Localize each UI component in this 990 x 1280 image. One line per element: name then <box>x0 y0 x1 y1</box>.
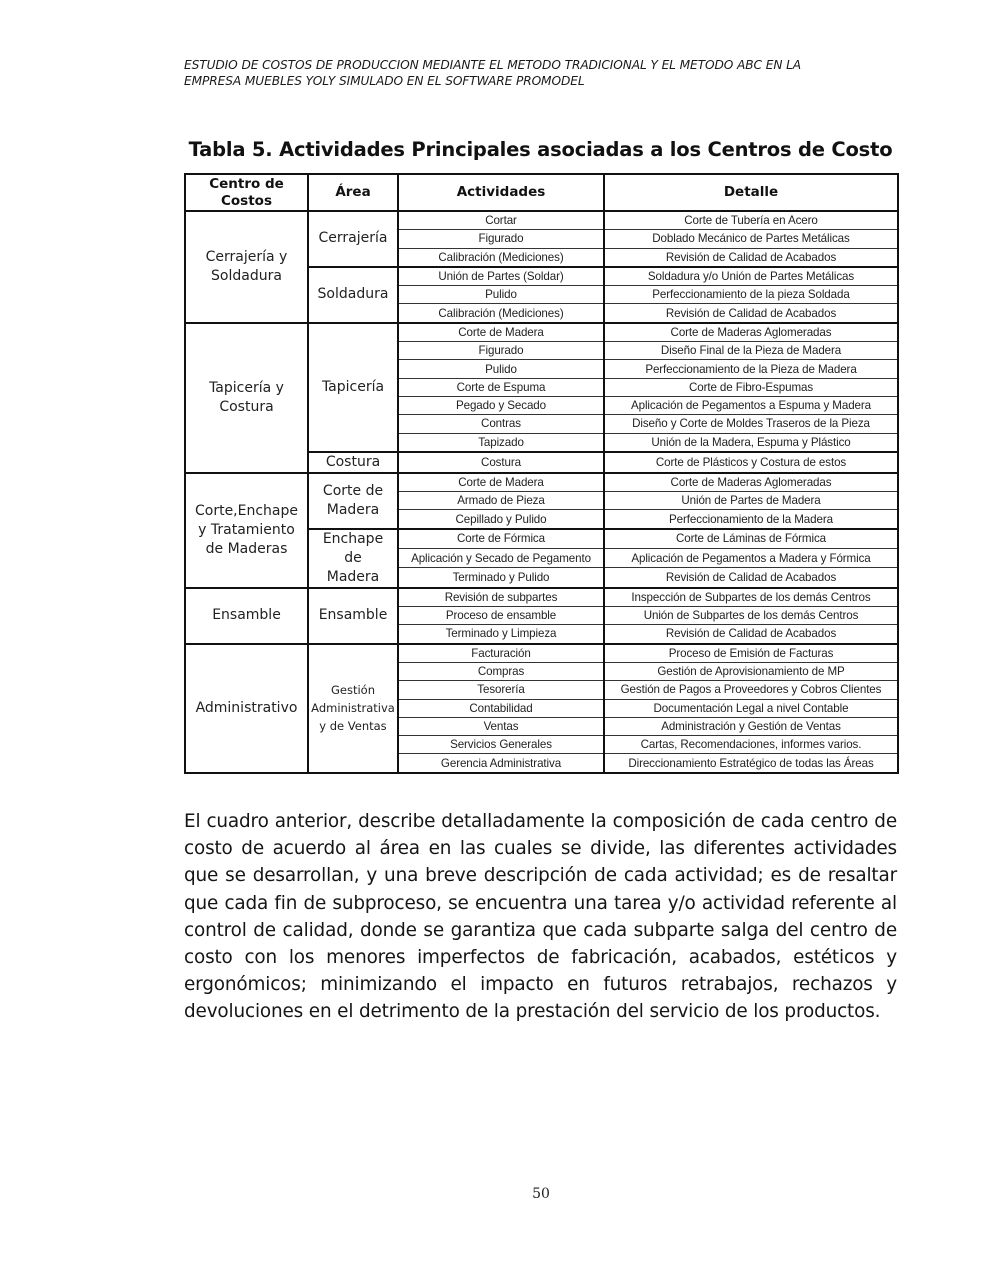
activity-cell: Cortar <box>398 211 604 230</box>
running-header-line2: EMPRESA MUEBLES YOLY SIMULADO EN EL SOFTWARE PROMODEL <box>184 74 585 88</box>
detail-cell: Corte de Láminas de Fórmica <box>604 529 898 549</box>
table-row <box>185 644 898 663</box>
area-cell: Enchape de Madera <box>308 529 398 588</box>
detail-cell: Corte de Plásticos y Costura de estos <box>604 452 898 473</box>
detail-cell: Inspección de Subpartes de los demás Centros <box>604 588 898 607</box>
detail-cell: Proceso de Emisión de Facturas <box>604 644 898 663</box>
activity-cell: Corte de Madera <box>398 323 604 342</box>
cost-centers-table <box>184 173 899 774</box>
detail-cell: Revisión de Calidad de Acabados <box>604 568 898 588</box>
detail-cell: Revisión de Calidad de Acabados <box>604 248 898 267</box>
area-cell: Gestión Administrativa y de Ventas <box>308 644 398 773</box>
activity-cell: Cepillado y Pulido <box>398 510 604 529</box>
activity-cell: Servicios Generales <box>398 736 604 754</box>
area-cell: Costura <box>308 452 398 473</box>
running-header-line1: ESTUDIO DE COSTOS DE PRODUCCION MEDIANTE EL METODO TRADICIONAL Y EL METODO ABC EN LA <box>184 58 802 72</box>
activity-cell: Contras <box>398 415 604 433</box>
column-header-actividades: Actividades <box>398 174 604 211</box>
table-row <box>185 211 898 230</box>
activity-cell: Pegado y Secado <box>398 396 604 414</box>
activity-cell: Terminado y Limpieza <box>398 625 604 644</box>
activity-cell: Corte de Espuma <box>398 378 604 396</box>
table-row <box>185 473 898 492</box>
activity-cell: Armado de Pieza <box>398 492 604 510</box>
detail-cell: Revisión de Calidad de Acabados <box>604 304 898 323</box>
area-cell: Ensamble <box>308 588 398 644</box>
activity-cell: Ventas <box>398 717 604 735</box>
detail-cell: Gestión de Pagos a Proveedores y Cobros Clientes <box>604 681 898 699</box>
area-cell: Tapicería <box>308 323 398 452</box>
column-header-detalle: Detalle <box>604 174 898 211</box>
table-header-row <box>185 174 898 211</box>
activity-cell: Corte de Fórmica <box>398 529 604 549</box>
detail-cell: Direccionamiento Estratégico de todas las Áreas <box>604 754 898 773</box>
table-title: Tabla 5. Actividades Principales asociadas a los Centros de Costo <box>188 138 893 161</box>
detail-cell: Unión de Partes de Madera <box>604 492 898 510</box>
page-number: 50 <box>532 1186 550 1202</box>
detail-cell: Aplicación de Pegamentos a Espuma y Madera <box>604 396 898 414</box>
detail-cell: Gestión de Aprovisionamiento de MP <box>604 662 898 680</box>
detail-cell: Perfeccionamiento de la pieza Soldada <box>604 286 898 304</box>
cost-center-cell: Administrativo <box>185 644 308 773</box>
activity-cell: Tesorería <box>398 681 604 699</box>
activity-cell: Corte de Madera <box>398 473 604 492</box>
detail-cell: Aplicación de Pegamentos a Madera y Fórmica <box>604 549 898 568</box>
activity-cell: Facturación <box>398 644 604 663</box>
activity-cell: Figurado <box>398 342 604 360</box>
detail-cell: Corte de Maderas Aglomeradas <box>604 473 898 492</box>
column-header-area: Área <box>308 174 398 211</box>
cost-center-cell: Cerrajería y Soldadura <box>185 211 308 323</box>
area-cell: Soldadura <box>308 267 398 323</box>
detail-cell: Documentación Legal a nivel Contable <box>604 699 898 717</box>
detail-cell: Perfeccionamiento de la Pieza de Madera <box>604 360 898 378</box>
activity-cell: Costura <box>398 452 604 473</box>
detail-cell: Corte de Maderas Aglomeradas <box>604 323 898 342</box>
detail-cell: Diseño Final de la Pieza de Madera <box>604 342 898 360</box>
activity-cell: Figurado <box>398 230 604 248</box>
detail-cell: Administración y Gestión de Ventas <box>604 717 898 735</box>
detail-cell: Diseño y Corte de Moldes Traseros de la Pieza <box>604 415 898 433</box>
body-paragraph: El cuadro anterior, describe detalladamente la composición de cada centro de costo de acuerdo al área en las cuales se divide, las diferentes actividades que se desarrollan, y una breve descripción de cada actividad; es de resaltar que cada fin de subproceso, se encuentra una tarea y/o actividad referente al control de calidad, donde se garantiza que cada subparte salga del centro de costo con los menores imperfectos de fabricación, acabados, estéticos y ergonómicos; minimizando el impacto en futuros retrabajos, rechazos y devoluciones en el detrimento de la prestación del servicio de los productos. <box>184 811 897 1023</box>
cost-center-cell: Tapicería y Costura <box>185 323 308 473</box>
running-header <box>184 57 884 89</box>
detail-cell: Cartas, Recomendaciones, informes varios. <box>604 736 898 754</box>
activity-cell: Revisión de subpartes <box>398 588 604 607</box>
table-row <box>185 323 898 342</box>
cost-center-cell: Corte,Enchape y Tratamiento de Maderas <box>185 473 308 588</box>
activity-cell: Gerencia Administrativa <box>398 754 604 773</box>
cost-center-cell: Ensamble <box>185 588 308 644</box>
activity-cell: Calibración (Mediciones) <box>398 248 604 267</box>
table-body <box>185 211 898 773</box>
activity-cell: Aplicación y Secado de Pegamento <box>398 549 604 568</box>
activity-cell: Pulido <box>398 286 604 304</box>
area-cell: Cerrajería <box>308 211 398 267</box>
activity-cell: Proceso de ensamble <box>398 607 604 625</box>
activity-cell: Calibración (Mediciones) <box>398 304 604 323</box>
activity-cell: Tapizado <box>398 433 604 452</box>
detail-cell: Doblado Mecánico de Partes Metálicas <box>604 230 898 248</box>
detail-cell: Corte de Fibro-Espumas <box>604 378 898 396</box>
activity-cell: Terminado y Pulido <box>398 568 604 588</box>
activity-cell: Unión de Partes (Soldar) <box>398 267 604 286</box>
detail-cell: Revisión de Calidad de Acabados <box>604 625 898 644</box>
area-cell: Corte de Madera <box>308 473 398 529</box>
table-row <box>185 588 898 607</box>
activity-cell: Compras <box>398 662 604 680</box>
detail-cell: Corte de Tubería en Acero <box>604 211 898 230</box>
detail-cell: Unión de Subpartes de los demás Centros <box>604 607 898 625</box>
detail-cell: Perfeccionamiento de la Madera <box>604 510 898 529</box>
detail-cell: Unión de la Madera, Espuma y Plástico <box>604 433 898 452</box>
activity-cell: Contabilidad <box>398 699 604 717</box>
column-header-centro: Centro de Costos <box>185 174 308 211</box>
activity-cell: Pulido <box>398 360 604 378</box>
detail-cell: Soldadura y/o Unión de Partes Metálicas <box>604 267 898 286</box>
